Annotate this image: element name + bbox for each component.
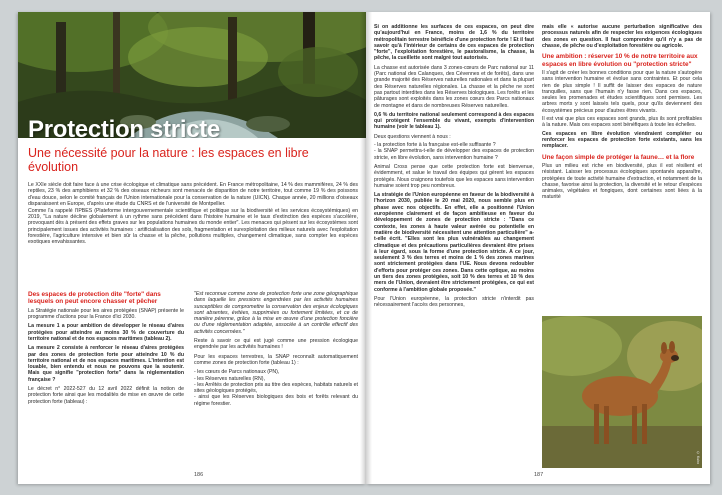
forest-stream-photo: [18, 12, 366, 138]
right-column-2: [542, 24, 702, 201]
question-list: [374, 142, 534, 161]
paragraph: La mesure 1 a pour ambition de développer le réseau d'aires protégées pour atteindre au moins 30 % de couverture du territoire national et de nos espaces maritimes (tableau 2).: [28, 323, 184, 342]
paragraph: La mesure 2 consiste à renforcer le réseau d'aires protégées par des zones de protection forte pour atteindre 10 % du territoire national et de nos espaces maritimes. L'intention est louable, bien entendu et nous ne pouvons que la soutenir. Mais que signifie "protection forte" dans la réglementation française ?: [28, 345, 184, 383]
page-subtitle: Une nécessité pour la nature : les espaces en libre évolution: [28, 146, 309, 174]
list-item: - la protection forte à la française est-elle suffisante ?: [374, 142, 534, 148]
paragraph: mais elle « autorise aucune perturbation significative des processus naturels afin de respecter les exigences écologiques des zones en question. Il faut comprendre qu'il n'y a pas de chasse, de pêche ou d'exploitation forestière ou agricole.: [542, 24, 702, 49]
left-page: [18, 12, 366, 484]
page-number: 186: [194, 472, 204, 478]
paragraph: Si on additionne les surfaces de ces espaces, on peut dire qu'aujourd'hui en France, moins de 1,6 % du territoire métropolitain terrestre bénéficie d'une protection forte ! Et il faut savoir qu'à l'intérieur de certains de ces espaces de protection "forte", l'exploitation forestière, le pastoralisme, la chasse, la pêche, la cueillette sont malgré tout autorisés.: [374, 24, 534, 62]
protection-list: [194, 369, 358, 407]
section-heading: Une ambition : réserver 10 % de notre territoire aux espaces en libre évolution ou "protection stricte": [542, 53, 698, 68]
paragraph: Pour l'Union européenne, la protection stricte n'interdit pas nécessairement l'accès des personnes,: [374, 295, 534, 309]
roe-deer-photo: [542, 316, 702, 468]
paragraph: Animal Cross pense que cette protection forte est bienvenue, évidemment, et salue le travail des équipes qui gèrent les espaces protégés. Nous craignons toutefois que les espaces sans intervention humaine soient trop peu nombreux.: [374, 163, 534, 189]
deer-illustration: [542, 316, 702, 468]
paragraph: Pour les espaces terrestres, la SNAP reconnaît automatiquement comme zones de protection forte (tableau 1) :: [194, 353, 358, 366]
list-item: - ainsi que les Réserves biologiques des bois et forêts relevant du régime forestier.: [194, 394, 358, 407]
paragraph: Deux questions viennent à nous :: [374, 133, 451, 140]
list-item: - les cœurs de Parcs nationaux (PN),: [194, 369, 358, 375]
right-column-1: [374, 24, 534, 308]
intro-text: [28, 182, 358, 246]
paragraph: La stratégie de l'Union européenne en faveur de la biodiversité à l'horizon 2030, publiée le 20 mai 2020, nous semble plus en phase avec nos objectifs. En effet, elle a positionné l'Union européenne clairement et de façon ambitieuse en faveur du développement de zones de protection stricte : "Dans ce contexte, les zones à haute valeur avérée ou potentielle en matière de biodiversité nécessitent une attention particulière" a-t-elle écrit. "Elles sont les plus vulnérables au changement climatique et des précautions particulières devraient être prises à leur égard, sous la forme d'une protection stricte. A ce jour, seulement 3 % des terres et moins de 1 % des zones marines sont strictement protégées dans l'UE. Nous devons redoubler d'efforts pour protéger ces zones. Dans cette optique, au moins un tiers des zones protégées, soit 10 % des terres et 10 % des mers de l'Union, devraient être strictement protégées, ce qui est conforme à l'ambition globale proposée.": [374, 192, 534, 293]
list-item: - les Réserves naturelles (RN),: [194, 376, 358, 382]
photo-credit: © Kubo: [696, 450, 700, 464]
list-item: - la SNAP permettra-t-elle de développer des espaces de protection stricte, en libre évolution, sans intervention humaine ?: [374, 148, 534, 161]
paragraph: Ces espaces en libre évolution viendraient compléter ou renforcer les espaces de protection forte existants, sans les remplacer.: [542, 130, 702, 150]
paragraph: Plus un milieu est riche en biodiversité, plus il est résilient et résistant. Laisser les processus écologiques spontanés apparaître, protégées de toute activité humaine d'extraction, et notamment de la chasse, favorise ainsi la protection, la diversité et le retour d'espèces animales, végétales et fongiques, dont certaines sont liées à la maturité: [542, 162, 702, 201]
paragraph: 0,6 % du territoire national seulement correspond à des espaces qui protègent l'ensemble du vivant, exempts d'intervention humaine (voir le tableau 1).: [374, 111, 534, 131]
paragraph: Il s'agit de créer les bonnes conditions pour que la nature s'autogère sans intervention humaine et évolue sans contraintes. Et pour cela rien de plus simple ! Il suffit de laisser des espaces de nature tranquilles, sans que l'humain n'y fasse rien. Dans ces espaces, seules les promenades et études scientifiques sont permises. Les arbres morts y sont laissés tels quels, pour qu'ils deviennent des écosystèmes précieux pour d'autres êtres vivants.: [542, 70, 702, 114]
section-heading: Des espaces de protection dite "forte" dans lesquels on peut encore chasser et pêcher: [28, 291, 161, 306]
right-page: [366, 12, 710, 484]
paragraph: La chasse est autorisée dans 3 zones-cœurs de Parc national sur 11 (Parc national des Calanques, des Cévennes et de forêts), dans une grande majorité des Réserves naturelles nationales et dans la plupart des Réserves naturelles régionales. La chasse et la pêche ne sont pas partout interdites dans les Réserves biologiques. Les forêts et les pâturages sont exploités dans les zones cœurs des Parcs nationaux de montagne et dans de nombreuses Réserves naturelles.: [374, 64, 534, 109]
section-heading: Une façon simple de protéger la faune… et la flore: [542, 153, 695, 161]
paragraph: Il est vrai que plus ces espaces sont grands, plus ils sont profitables à la nature. Mais ces espaces sont bénéfiques à toute les échelles.: [542, 116, 702, 129]
intro-paragraph: Comme l'a rappelé l'IPBES (Plateforme intergouvernementale scientifique et politique sur la biodiversité et les services écosystémiques) en 2019, "La nature décline globalement à un rythme sans précédent dans l'histoire humaine et le taux d'extinction des espèces s'accélère, provoquant dès à présent des effets graves sur les populations humaines du monde entier". Les menaces qui pèsent sur les écosystèmes sont principalement issues des activités humaines : artificialisation des sols, fragmentation et surexploitation des milieux naturels avec l'exploitation forestière, l'agriculture intensive et bien sûr la chasse et la pêche, pollutions multiples, changement climatique, sans compter les espèces exotiques envahissantes.: [28, 207, 358, 246]
quote: "Est reconnue comme zone de protection forte une zone géographique dans laquelle les pressions engendrées par les activités humaines susceptibles de compromettre la conservation des enjeux écologiques sont absentes, évitées, supprimées ou fortement limitées, et ce de manière pérenne, grâce à la mise en œuvre d'une protection foncière ou d'une réglementation adaptée, associée à un contrôle effectif des activités concernées.": [194, 291, 358, 335]
paragraph: La Stratégie nationale pour les aires protégées (SNAP) présente le programme d'actions pour la France d'ici 2030.: [28, 307, 184, 321]
intro-paragraph: Le XXIe siècle doit faire face à une crise écologique et climatique sans précédent. En France métropolitaine, 14 % des mammifères, 24 % des reptiles, 23 % des amphibiens et 32 % des oiseaux nicheurs sont menacés de disparition de notre territoire, tout comme 19 % des poissons d'eau douce, selon le comité français de l'Union internationale pour la conservation de la nature (UICN). Chaque année, 20 millions d'oiseaux disparaissent en Europe, d'après une étude du CNRS et de l'université de Montpellier.: [28, 182, 358, 207]
page-number: 187: [534, 472, 544, 478]
page-title: Protection stricte: [28, 116, 220, 138]
list-item: - les Arrêtés de protection pris au titre des espèces, habitats naturels et sites géologiques protégés,: [194, 382, 358, 395]
paragraph: Reste à savoir ce qui est jugé comme une pression écologique engendrée par les activités humaines !: [194, 338, 358, 351]
left-column-b: [194, 291, 358, 410]
left-column-a: [28, 291, 184, 408]
paragraph: Le décret n° 2022-527 du 12 avril 2022 définit la notion de protection forte ainsi que les modalités de mise en œuvre de cette protection forte (tableau) :: [28, 386, 184, 405]
